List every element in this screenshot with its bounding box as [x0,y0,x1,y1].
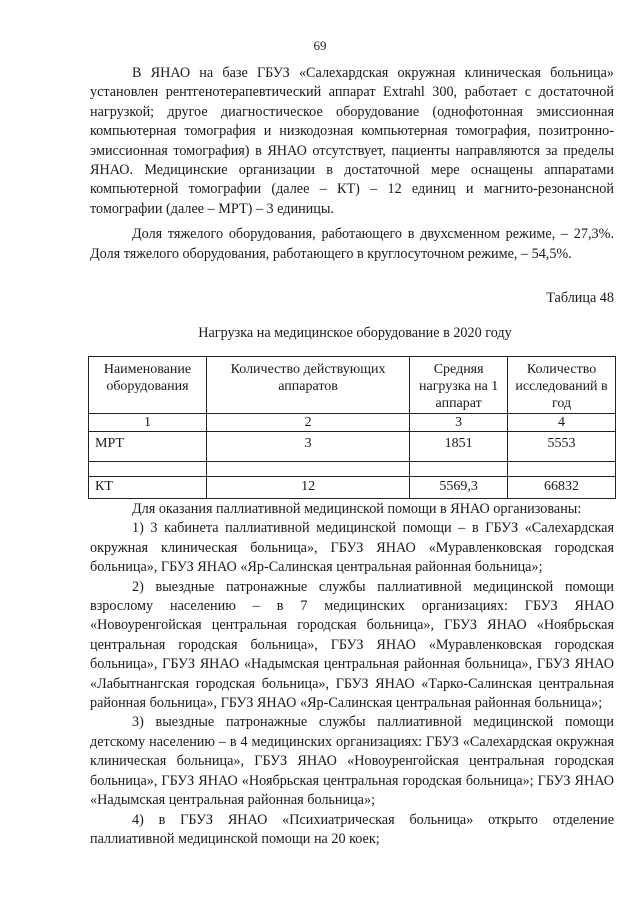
list-item: 1) 3 кабинета паллиативной медицинской помощи – в ГБУЗ «Салехардская окружная клиническая больница», ГБУЗ ЯНАО «Муравленковская городская больница», ГБУЗ ЯНАО «Яр-Салинская центральная районная больница»; [90,520,614,576]
paragraph-equipment: В ЯНАО на базе ГБУЗ «Салехардская окружная клиническая больница» установлен рентгенотерапевтический аппарат Extrahl 300, работает с достаточной нагрузкой; другое диагностическое оборудование (однофотонная эмиссионная компьютерная томография и низкодозная компьютерная томография, позитронно-эмиссионная томография) в ЯНАО отсутствует, пациенты направляются за пределы ЯНАО. Медицинские организации в достаточной мере оснащены аппаратами компьютерной томографии (далее – КТ) – 12 единиц и магнито-резонансной томографии (далее – МРТ) – 3 единицы. [90,65,614,217]
column-number: 1 [89,414,207,432]
header-cell: Наименование оборудования [89,357,207,414]
table-cell: 1851 [410,432,508,462]
header-cell: Количество действующих аппаратов [206,357,409,414]
paragraph-palliative-intro: Для оказания паллиативной медицинской помощи в ЯНАО организованы: [132,501,582,517]
table-cell: 66832 [508,477,616,499]
column-number: 3 [410,414,508,432]
table-cell: КТ [89,477,207,499]
list-item: 4) в ГБУЗ ЯНАО «Психиатрическая больница» открыто отделение паллиативной медицинской помощи на 20 коек; [90,811,614,847]
table-cell: 5569,3 [410,477,508,499]
column-number: 4 [508,414,616,432]
table-row [89,477,616,499]
palliative-text [90,500,614,849]
page-number: 69 [313,38,327,53]
table-title: Нагрузка на медицинское оборудование в 2020 году [198,325,512,341]
table-number: Таблица 48 [546,290,614,306]
table-cell: 12 [206,477,409,499]
header-cell: Средняя нагрузка на 1 аппарат [410,357,508,414]
table-header-row [89,357,616,414]
column-number: 2 [206,414,409,432]
column-number-row [89,414,616,432]
equipment-load-table [88,356,616,499]
table-cell: 5553 [508,432,616,462]
table-cell: МРТ [89,432,207,462]
list-item: 2) выездные патронажные службы паллиативной медицинской помощи взрослому населению – в 7 медицинских организациях: ГБУЗ ЯНАО «Новоуренгойская центральная городская больница», ГБУЗ ЯНАО «Ноябрьская центральная городская больница», ГБУЗ ЯНАО «Муравленковская городская больница», ГБУЗ ЯНАО «Надымская центральная районная больница», ГБУЗ ЯНАО «Лабытнангская городская больница», ГБУЗ ЯНАО «Тарко-Салинская центральная районная больница», ГБУЗ ЯНАО «Яр-Салинская центральная районная больница»; [90,578,614,712]
header-cell: Количество исследований в год [508,357,616,414]
list-item: 3) выездные патронажные службы паллиативной медицинской помощи детскому населению – в 4 медицинских организациях: ГБУЗ «Салехардская окружная клиническая больница», ГБУЗ ЯНАО «Новоуренгойская центральная городская больница», ГБУЗ ЯНАО «Ноябрьская центральная городская больница»; ГБУЗ ЯНАО «Надымская центральная районная больница»; [90,714,614,809]
table-row [89,432,616,462]
table-cell: 3 [206,432,409,462]
paragraph-shift-share: Доля тяжелого оборудования, работающего в двухсменном режиме, – 27,3%. Доля тяжелого оборудования, работающего в круглосуточном режиме, – 54,5%. [90,226,614,262]
intro-text [90,64,614,264]
table-spacer-row [89,462,616,477]
